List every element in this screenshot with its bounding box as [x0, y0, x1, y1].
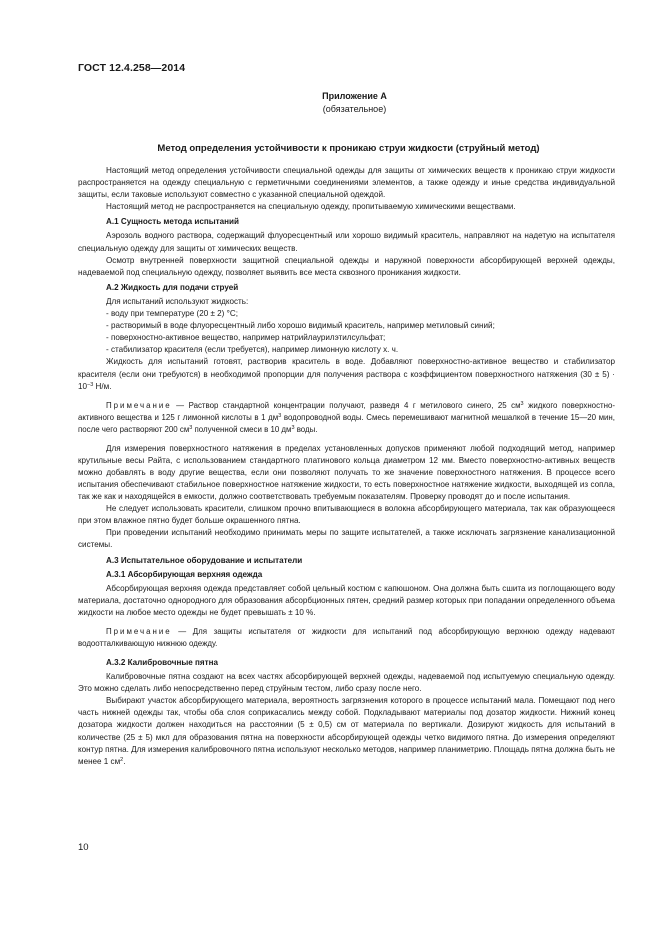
- text-run: Н/м.: [93, 381, 112, 391]
- paragraph-a2-dye: Не следует использовать красители, слишком прочно впитывающиеся в волокна абсорбирующего материала, так как образующееся при этом влажное пятно будет больше окрашенного пятна.: [78, 504, 615, 526]
- paragraph-a1-1: Аэрозоль водного раствора, содержащий флуоресцентный или хорошо видимый краситель, направляют на надетую на испытателя специальную одежду для защиты от химических веществ.: [78, 231, 615, 253]
- superscript: 3: [278, 412, 282, 419]
- text-run: .: [123, 756, 126, 766]
- text-run: Жидкость для испытаний готовят, растворив краситель в воде. Добавляют поверхностно-активное вещество и стабилизатор красителя (если они требуются) в необходимой пропорции для получения раствора с коэффициентом поверхностного натяжения (30 ± 5) · 10: [78, 357, 615, 391]
- paragraph-a32-2: [78, 695, 615, 768]
- section-heading-a31: А.3.1 Абсорбирующая верхняя одежда: [106, 569, 263, 579]
- text-run: — Раствор стандартной концентрации получают, разведя 4 г метилового синего, 25 см: [171, 400, 521, 410]
- superscript: 2: [120, 756, 124, 763]
- paragraph-a1-2: Осмотр внутренней поверхности защитной специальной одежды и наружной поверхности абсорбирующей верхней одежды, надеваемой под специальную одежду, позволяет выявить все места сквозного проникания жидкости.: [78, 255, 615, 277]
- section-heading-a2: А.2 Жидкость для подачи струей: [106, 282, 239, 292]
- paragraph-a32-1: Калибровочные пятна создают на всех частях абсорбирующей верхней одежды, надеваемой под испытуемую специальную одежду. Это можно сделать либо непосредственно перед струйным тестом, либо сразу после него.: [78, 672, 615, 694]
- text-run: жидкого поверхностно-активного вещества и 125 г лимонной кислоты в 1 дм: [78, 400, 616, 422]
- list-item: - поверхностно-активное вещество, например натрийлаурилэтилсульфат;: [106, 333, 386, 343]
- document-header: ГОСТ 12.4.258—2014: [78, 62, 186, 74]
- superscript: 3: [291, 424, 295, 431]
- list-item: - стабилизатор красителя (если требуется), например лимонную кислоту х. ч.: [106, 345, 399, 355]
- note-2: [78, 626, 615, 650]
- annex-title: Приложение А: [322, 91, 387, 101]
- paragraph-a31: Абсорбирующая верхняя одежда представляет собой цельный костюм с капюшоном. Она должна быть сшита из поглощающего воду материала, достаточно однородного для образования абсорбционных пятен, средний размер которых при попадании определенного объема жидкости на любое место одежды не будет превышать ± 10 %.: [78, 583, 615, 617]
- superscript: 3: [520, 400, 524, 407]
- section-heading-a32: А.3.2 Калибровочные пятна: [106, 658, 218, 667]
- section-heading-a3: А.3 Испытательное оборудование и испытатели: [106, 555, 303, 565]
- text-run: — Для защиты испытателя от жидкости для испытаний под абсорбирующую верхнюю одежду надевают водоотталкивающую нижнюю одежду.: [78, 627, 615, 648]
- list-item: - растворимый в воде флуоресцентный либо хорошо видимый краситель, например метиловый синий;: [106, 321, 495, 331]
- annex-subtitle: (обязательное): [322, 104, 387, 114]
- text-run: водопроводной воды. Смесь перемешивают магнитной мешалкой в течение 15—20 мин, после чего растворяют 200 см: [78, 412, 615, 434]
- paragraph-a2-safety: При проведении испытаний необходимо принимать меры по защите испытателей, а также исключать загрязнение канализационной системы.: [78, 528, 615, 550]
- superscript: 3: [189, 424, 193, 431]
- paragraph-intro-2: Настоящий метод не распространяется на специальную одежду, пропитываемую химическими веществами.: [106, 202, 516, 212]
- list-item: - воду при температуре (20 ± 2) °С;: [106, 309, 238, 319]
- text-run: воды.: [294, 424, 318, 434]
- note-1: [78, 400, 615, 436]
- section-heading-a1: А.1 Сущность метода испытаний: [106, 217, 239, 227]
- method-title: Метод определения устойчивости к проникаю струи жидкости (струйный метод): [157, 143, 540, 154]
- note-label: Примечание: [106, 627, 172, 636]
- text-run: полученной смеси в 10 дм: [192, 424, 292, 434]
- paragraph-intro-1: Настоящий метод определения устойчивости специальной одежды для защиты от химических веществ к проникаю струи жидкости распространяется на одежду специальную с герметичными соединениями элементов, а также одежду и иные средства индивидуальной защиты, если таковые используют совместно с указанной специальной одеждой.: [78, 166, 615, 200]
- superscript: −3: [87, 381, 94, 388]
- paragraph-a2-preparation: [78, 356, 615, 392]
- document-body: [78, 165, 615, 768]
- note-label: Примечание: [106, 400, 172, 410]
- paragraph-a2-intro: Для испытаний используют жидкость:: [106, 296, 249, 306]
- page-number: 10: [78, 842, 89, 853]
- text-run: Выбирают участок абсорбирующего материала, вероятность загрязнения которого в процессе испытаний мала. Помещают под него часть нижней одежды так, чтобы оба слоя соприкасались между собой. Подкладывают материалы под дозатор жидкости. Нижний конец дозатора жидкости должен находиться на расстоянии (5 ± 0,5) см от материала по вертикали. Дозируют жидкость для испытаний в количестве (25 ± 5) мкл для образования пятна на поверхности абсорбирующей одежды четко видимого пятна. До измерения определяют контур пятна. Для измерения калибровочного пятна используют несколько методов, например планиметрию. Площадь пятна должна быть не менее 1 см: [78, 696, 615, 766]
- paragraph-a2-tension: Для измерения поверхностного натяжения в пределах установленных допусков применяют любой подходящий метод, например крутильные весы Райта, с использованием стандартного платинового кольца диаметром 12 мм. Вместо поверхностно-активных веществ можно добавлять в воду другие вещества, если они позволяют получать то же значение поверхностного натяжения. В процессе всего испытания обеспечивают стабильное поверхностное натяжение жидкости, то есть поверхностное натяжение жидкости, выходящей из сопла, так же как и находящейся в емкости, должно соответствовать требуемым показателям. Проверку проводят до и после испытания.: [78, 443, 615, 502]
